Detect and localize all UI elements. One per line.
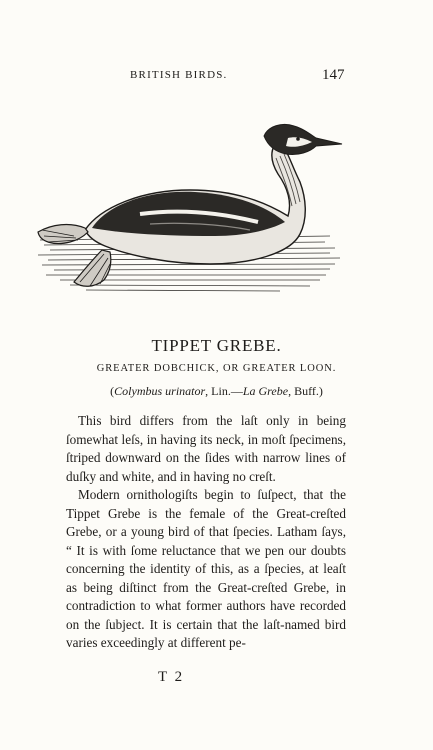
- body-text: [66, 412, 346, 653]
- grebe-engraving: [30, 118, 350, 308]
- signature-mark: T 2: [158, 669, 185, 685]
- synonyms-line: [0, 384, 433, 399]
- running-head: BRITISH BIRDS.: [130, 69, 228, 81]
- grebe-illustration: [30, 118, 350, 308]
- french-name: La Grebe: [242, 384, 289, 398]
- authority-buffon: , Buff.): [288, 384, 323, 398]
- authority-linnaeus: , Lin.—: [205, 384, 243, 398]
- page-header: [0, 69, 433, 89]
- synonyms-open: (: [110, 384, 115, 398]
- article-title: TIPPET GREBE.: [151, 336, 282, 355]
- paragraph-2: Modern ornithologiſts begin to ſuſpect, that the Tippet Grebe is the female of the Great-creſted Grebe, or a young bird of that ſpecies. Latham ſays, “ It is with ſome reluctance that we pen our doubts concerning the identity of this, as a ſpecies, at leaſt as being diſtinct from the Great-creſted Grebe, in contradiction to what former authors have recorded on the ſubject. It is certain that the laſt-named bird varies exceedingly at different pe-: [66, 487, 346, 650]
- paragraph-1: This bird differs from the laſt only in being ſomewhat leſs, in having its neck, in moſt ſpecimens, ſtriped downward on the ſides with narrow lines of duſky and white, and in having no creſt.: [66, 413, 346, 484]
- latin-name: Colymbus urinator: [114, 384, 206, 398]
- page-number: 147: [322, 67, 345, 83]
- article-subtitle: GREATER DOBCHICK, OR GREATER LOON.: [96, 363, 337, 374]
